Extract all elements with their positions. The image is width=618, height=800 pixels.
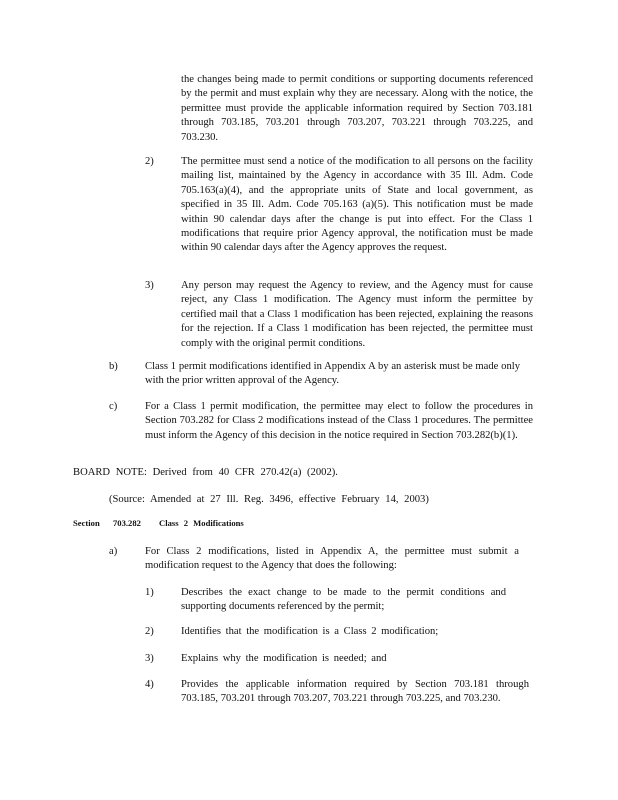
item-text: Provides the applicable information required by Section 703.181 through 703.185, 703.201 through 703.207, 703.221 through 703.225, and 703.230. [181,679,529,705]
source-note: (Source: Amended at 27 Ill. Reg. 3496, effective February 14, 2003) [109,494,429,505]
item-text: Explains why the modification is needed; and [181,653,387,664]
item-label: 1) [145,587,154,598]
item-text: Describes the exact change to be made to the permit conditions and supporting documents referenced by the permit; [181,587,506,613]
item-label: 2) [145,156,154,167]
item-text: Identifies that the modification is a Class 2 modification; [181,626,439,637]
section-label: Section [73,518,100,528]
continued-paragraph: the changes being made to permit conditions or supporting documents referenced by the permit and must explain why they are necessary. Along with the notice, the permittee must provide the applicable information required by Section 703.181 through 703.185, 703.201 through 703.207, 703.221 through 703.225, and 703.230. [181,74,533,143]
subsection-text: For a Class 1 permit modification, the permittee may elect to follow the procedures in Section 703.282 for Class 2 modifications instead of the Class 1 procedures. The permittee must inform the Agency of this decision in the notice required in Section 703.282(b)(1). [145,401,533,441]
item-label: 4) [145,679,154,690]
item-text: The permittee must send a notice of the modification to all persons on the facility mailing list, maintained by the Agency in accordance with 35 Ill. Adm. Code 705.163(a)(4), and the appropriate units of State and local government, as specified in 35 Ill. Adm. Code 705.163 (a)(5). This notification must be made within 90 calendar days after the change is put into effect. For the Class 1 modifications that require prior Agency approval, the notification must be made within 90 calendar days after the Agency approves the request. [181,156,533,254]
subsection-label: b) [109,361,118,372]
subsection-label: c) [109,401,118,412]
item-label: 3) [145,280,154,291]
section-number: 703.282 [113,518,141,528]
section-title: Class 2 Modifications [159,518,244,528]
item-label: 2) [145,626,154,637]
item-text: Any person may request the Agency to review, and the Agency must for cause reject, any Class 1 modification. The Agency must inform the permittee by certified mail that a Class 1 modification has been rejected, explaining the reasons for the rejection. If a Class 1 modification has been rejected, the permittee must comply with the original permit conditions. [181,280,533,349]
subsection-text: For Class 2 modifications, listed in Appendix A, the permittee must submit a modification request to the Agency that does the following: [145,546,519,572]
subsection-label: a) [109,546,118,557]
board-note: BOARD NOTE: Derived from 40 CFR 270.42(a) (2002). [73,467,338,478]
subsection-text: Class 1 permit modifications identified in Appendix A by an asterisk must be made only with the prior written approval of the Agency. [145,361,520,387]
item-label: 3) [145,653,154,664]
